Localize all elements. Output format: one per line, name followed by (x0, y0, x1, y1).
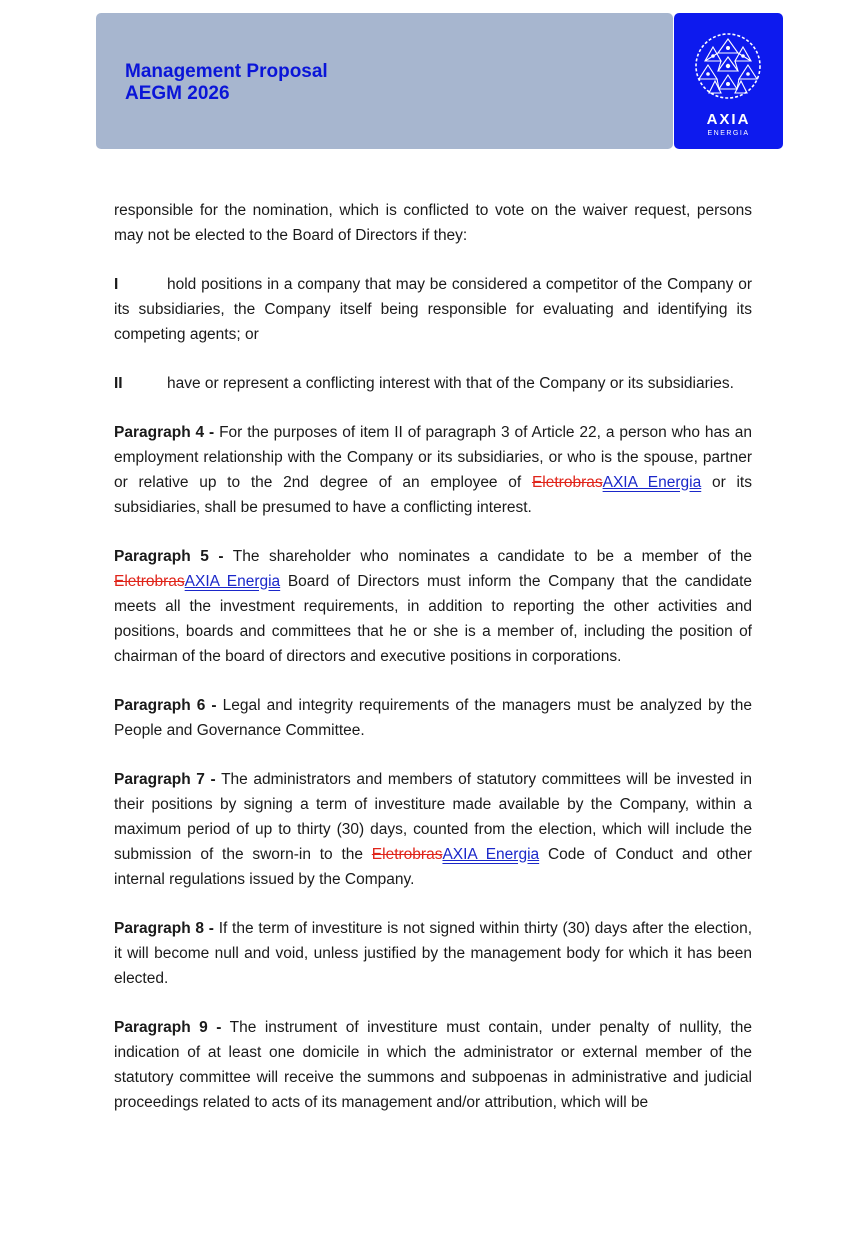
paragraph-9 (114, 1015, 752, 1115)
inserted-text: AXIA Energia (442, 846, 540, 863)
paragraph-5 (114, 544, 752, 669)
title-line-2: AEGM 2026 (125, 83, 230, 104)
paragraph-7-text: The administrators and members of statutory committees will be invested in their positions by signing a term of investiture made available by the Company, within a maximum period of up to thirty (30) days, counted from the election, which will include the submission of the sworn-in to the (114, 771, 752, 863)
paragraph-6-label: Paragraph 6 - (114, 697, 217, 714)
item-2 (114, 371, 752, 396)
paragraph-8 (114, 916, 752, 991)
deleted-text: Eletrobras (371, 846, 443, 863)
paragraph-4-label: Paragraph 4 - (114, 424, 215, 441)
paragraph-6 (114, 693, 752, 743)
item-1-text: hold positions in a company that may be considered a competitor of the Company or its subsidiaries, the Company itself being responsible for evaluating and identifying its competing agents; or (114, 276, 752, 343)
item-1 (114, 272, 752, 347)
document-title (125, 61, 328, 105)
globe-icon (693, 31, 763, 101)
paragraph-8-text: If the term of investiture is not signed within thirty (30) days after the election, it will become null and void, unless justified by the management body for which it has been elected. (114, 920, 753, 987)
deleted-text: Eletrobras (531, 474, 603, 491)
item-1-number: I (114, 276, 119, 293)
paragraph-4-text-end: or its subsidiaries, shall be presumed to have a conflicting interest. (114, 474, 752, 516)
paragraph-7-label: Paragraph 7 - (114, 771, 216, 788)
logo-subtitle: ENERGIA (707, 130, 750, 137)
logo-wordmark: AXIA (706, 111, 751, 128)
intro-paragraph: responsible for the nomination, which is conflicted to vote on the waiver request, persons may not be elected to the Board of Directors if they: (114, 202, 752, 244)
paragraph-6-text: Legal and integrity requirements of the managers must be analyzed by the People and Governance Committee. (114, 697, 753, 739)
title-line-1: Management Proposal (125, 61, 328, 82)
paragraph-7 (114, 767, 752, 892)
item-2-text: have or represent a conflicting interest with that of the Company or its subsidiaries. (167, 375, 734, 392)
axia-logo (674, 13, 783, 149)
paragraph-7-text-end: Code of Conduct and other internal regulations issued by the Company. (114, 846, 752, 888)
paragraph-4-text: For the purposes of item II of paragraph 3 of Article 22, a person who has an employment relationship with the Company or its subsidiaries, or who is the spouse, partner or relative up to the 2nd degree of an employee of (114, 424, 753, 491)
inserted-text: AXIA Energia (184, 573, 281, 590)
item-2-number: II (114, 375, 123, 392)
paragraph-9-label: Paragraph 9 - (114, 1019, 222, 1036)
inserted-text: AXIA Energia (602, 474, 702, 491)
paragraph-5-label: Paragraph 5 - (114, 548, 224, 565)
paragraph-9-text: The instrument of investiture must contain, under penalty of nullity, the indication of at least one domicile in which the administrator or external member of the statutory committee will receive the summons and subpoenas in administrative and judicial proceedings related to acts of its management and/or attribution, which will be (114, 1019, 752, 1111)
paragraph-5-text-end: Board of Directors must inform the Company that the candidate meets all the investment requirements, in addition to reporting the other activities and positions, boards and committees that he or she is a member of, including the position of chairman of the board of directors and executive positions in corporations. (114, 573, 752, 665)
paragraph-5-text: The shareholder who nominates a candidate to be a member of the (232, 548, 752, 565)
paragraph-8-label: Paragraph 8 - (114, 920, 214, 937)
header-band (96, 13, 673, 149)
deleted-text: Eletrobras (114, 573, 185, 590)
document-body (114, 198, 752, 1139)
paragraph-4 (114, 420, 752, 520)
